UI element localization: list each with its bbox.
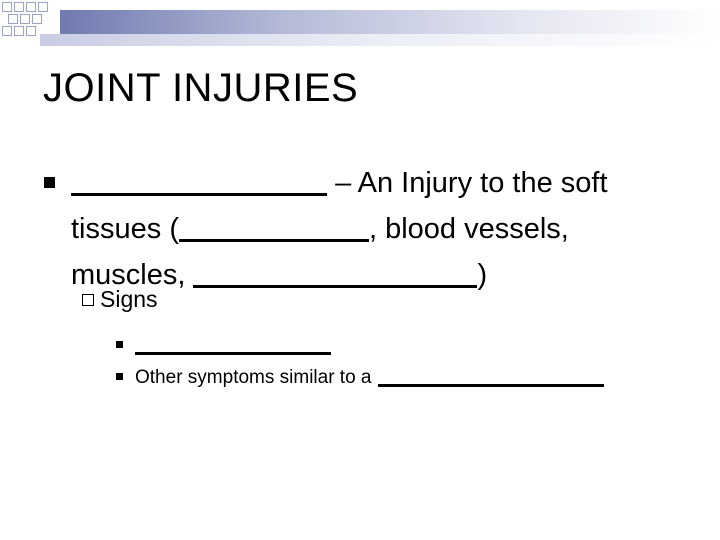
- banner-square: [14, 26, 24, 36]
- banner-square: [2, 26, 12, 36]
- banner-gradient-bar-lower: [40, 34, 720, 46]
- square-bullet-icon: [116, 341, 123, 348]
- bullet-text-segment: ): [477, 259, 488, 291]
- banner-square: [2, 2, 12, 12]
- fill-in-blank: [135, 330, 331, 355]
- banner-square: [20, 14, 30, 24]
- main-bullet: [44, 160, 684, 298]
- sub-heading: Signs: [100, 286, 158, 312]
- square-bullet-icon: [116, 373, 123, 380]
- sub-bullet-signs: [82, 286, 158, 313]
- bullet-text-segment: tissues (: [71, 213, 179, 245]
- square-bullet-icon: [44, 177, 55, 188]
- banner-gradient-bar: [60, 10, 720, 36]
- fill-in-blank: [378, 362, 604, 387]
- banner-square: [32, 14, 42, 24]
- banner-square: [26, 2, 36, 12]
- banner-square: [26, 26, 36, 36]
- sign-item: [116, 362, 604, 389]
- banner-square: [8, 14, 18, 24]
- bullet-text-segment: – An Injury to the soft: [335, 167, 608, 199]
- fill-in-blank: [193, 257, 477, 288]
- banner-square: [14, 2, 24, 12]
- sign-item: [116, 330, 331, 357]
- sign-item-text: Other symptoms similar to a: [135, 367, 372, 388]
- bullet-text-segment: , blood vessels,: [368, 213, 569, 245]
- fill-in-blank: [71, 165, 327, 196]
- bullet-text-segment: muscles,: [71, 259, 186, 291]
- checkbox-bullet-icon: [82, 294, 94, 306]
- decorative-banner: [0, 0, 720, 48]
- fill-in-blank: [179, 211, 369, 242]
- slide-title: JOINT INJURIES: [43, 66, 359, 110]
- banner-square: [38, 2, 48, 12]
- main-bullet-text: [71, 160, 684, 298]
